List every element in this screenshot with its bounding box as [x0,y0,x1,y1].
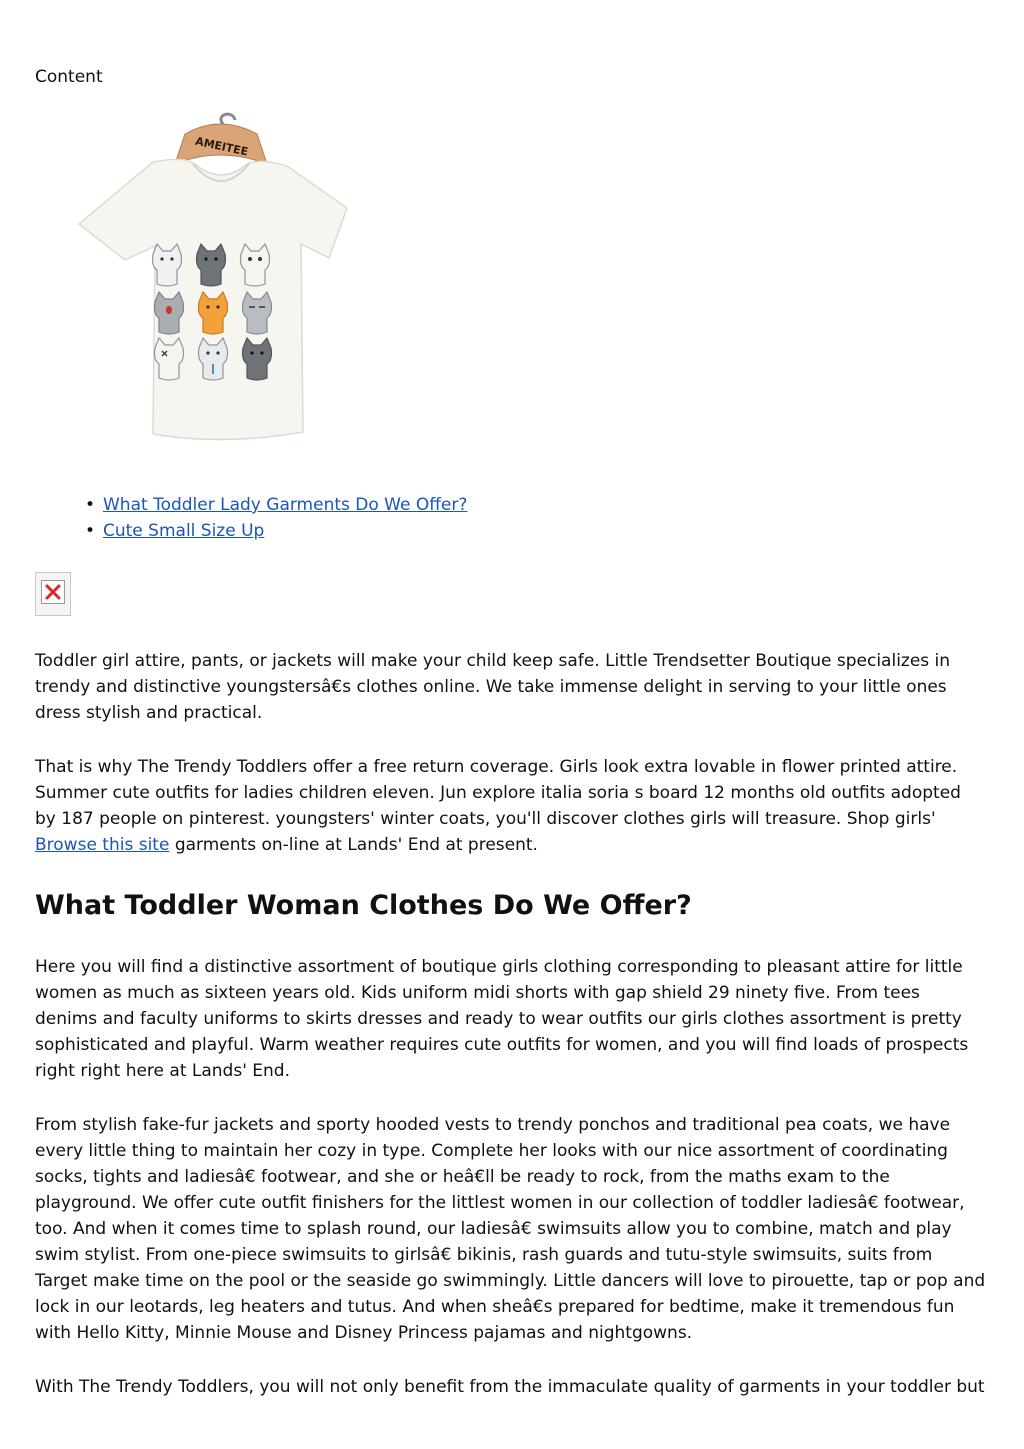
table-of-contents [85,492,467,544]
paragraph-text: That is why The Trendy Toddlers offer a free return coverage. Girls look extra lovable in flower printed attire. Summer cute outfits for ladies children eleven. Jun explore italia soria s board 12 months old outfits adopted by 187 people on pinterest. youngsters' winter coats, you'll discover clothes girls will treasure. Shop girls' [35,757,961,829]
toc-link-toddler-lady-garments[interactable]: What Toddler Lady Garments Do We Offer? [103,495,468,515]
paragraph-text: garments on-line at Lands' End at present. [169,835,538,855]
cat-grid [153,244,272,380]
product-image [35,112,370,457]
hanger-brand-text: AMEITEE [194,134,250,159]
toc-item [85,492,467,518]
toc-item [85,518,467,544]
section-heading: What Toddler Woman Clothes Do We Offer? [35,890,692,921]
broken-image-icon [42,581,64,603]
hanger-hook [221,114,235,124]
paragraph-jackets: From stylish fake-fur jackets and sporty hooded vests to trendy ponchos and traditional pea coats, we have every little thing to maintain her cozy in type. Complete her looks with our nice assortment of coordinating socks, tights and ladiesâ€ footwear, and she or heâ€ll be ready to rock, from the maths exam to the playground. We offer cute outfit finishers for the littlest women in our collection of toddler ladiesâ€ footwear, too. And when it comes time to splash round, our ladiesâ€ swimsuits allow you to combine, match and play swim stylist. From one-piece swimsuits to girlsâ€ bikinis, rash guards and tutu-style swimsuits, suits from Target make time on the pool or the seaside go swimmingly. Little dancers will love to pirouette, tap or pop and lock in our leotards, leg heaters and tutus. And when sheâ€s prepared for bedtime, make it tremendous fun with Hello Kitty, Minnie Mouse and Disney Princess pajamas and nightgowns. [35,1115,986,1343]
toc-link-cute-small-size-up[interactable]: Cute Small Size Up [103,521,265,541]
paragraph-intro: Toddler girl attire, pants, or jackets will make your child keep safe. Little Trendsetter Boutique specializes in trendy and distinctive youngstersâ€s clothes online. We take immense delight in serving to your little ones dress stylish and practical. [35,651,951,723]
paragraph-assortment: Here you will find a distinctive assortment of boutique girls clothing corresponding to pleasant attire for little women as much as sixteen years old. Kids uniform midi shorts with gap shield 29 ninety five. From tees denims and faculty uniforms to skirts dresses and ready to wear outfits our girls clothes assortment is pretty sophisticated and playful. Warm weather requires cute outfits for women, and you will find loads of prospects right right here at Lands' End. [35,957,969,1081]
content-label: Content [35,67,103,87]
browse-this-site-link[interactable]: Browse this site [35,835,170,855]
paragraph-return-policy [35,754,987,858]
broken-image-frame [41,580,65,604]
broken-image [35,572,71,616]
paragraph-trendy-toddlers: With The Trendy Toddlers, you will not only benefit from the immaculate quality of garments in your toddler but [35,1377,985,1397]
